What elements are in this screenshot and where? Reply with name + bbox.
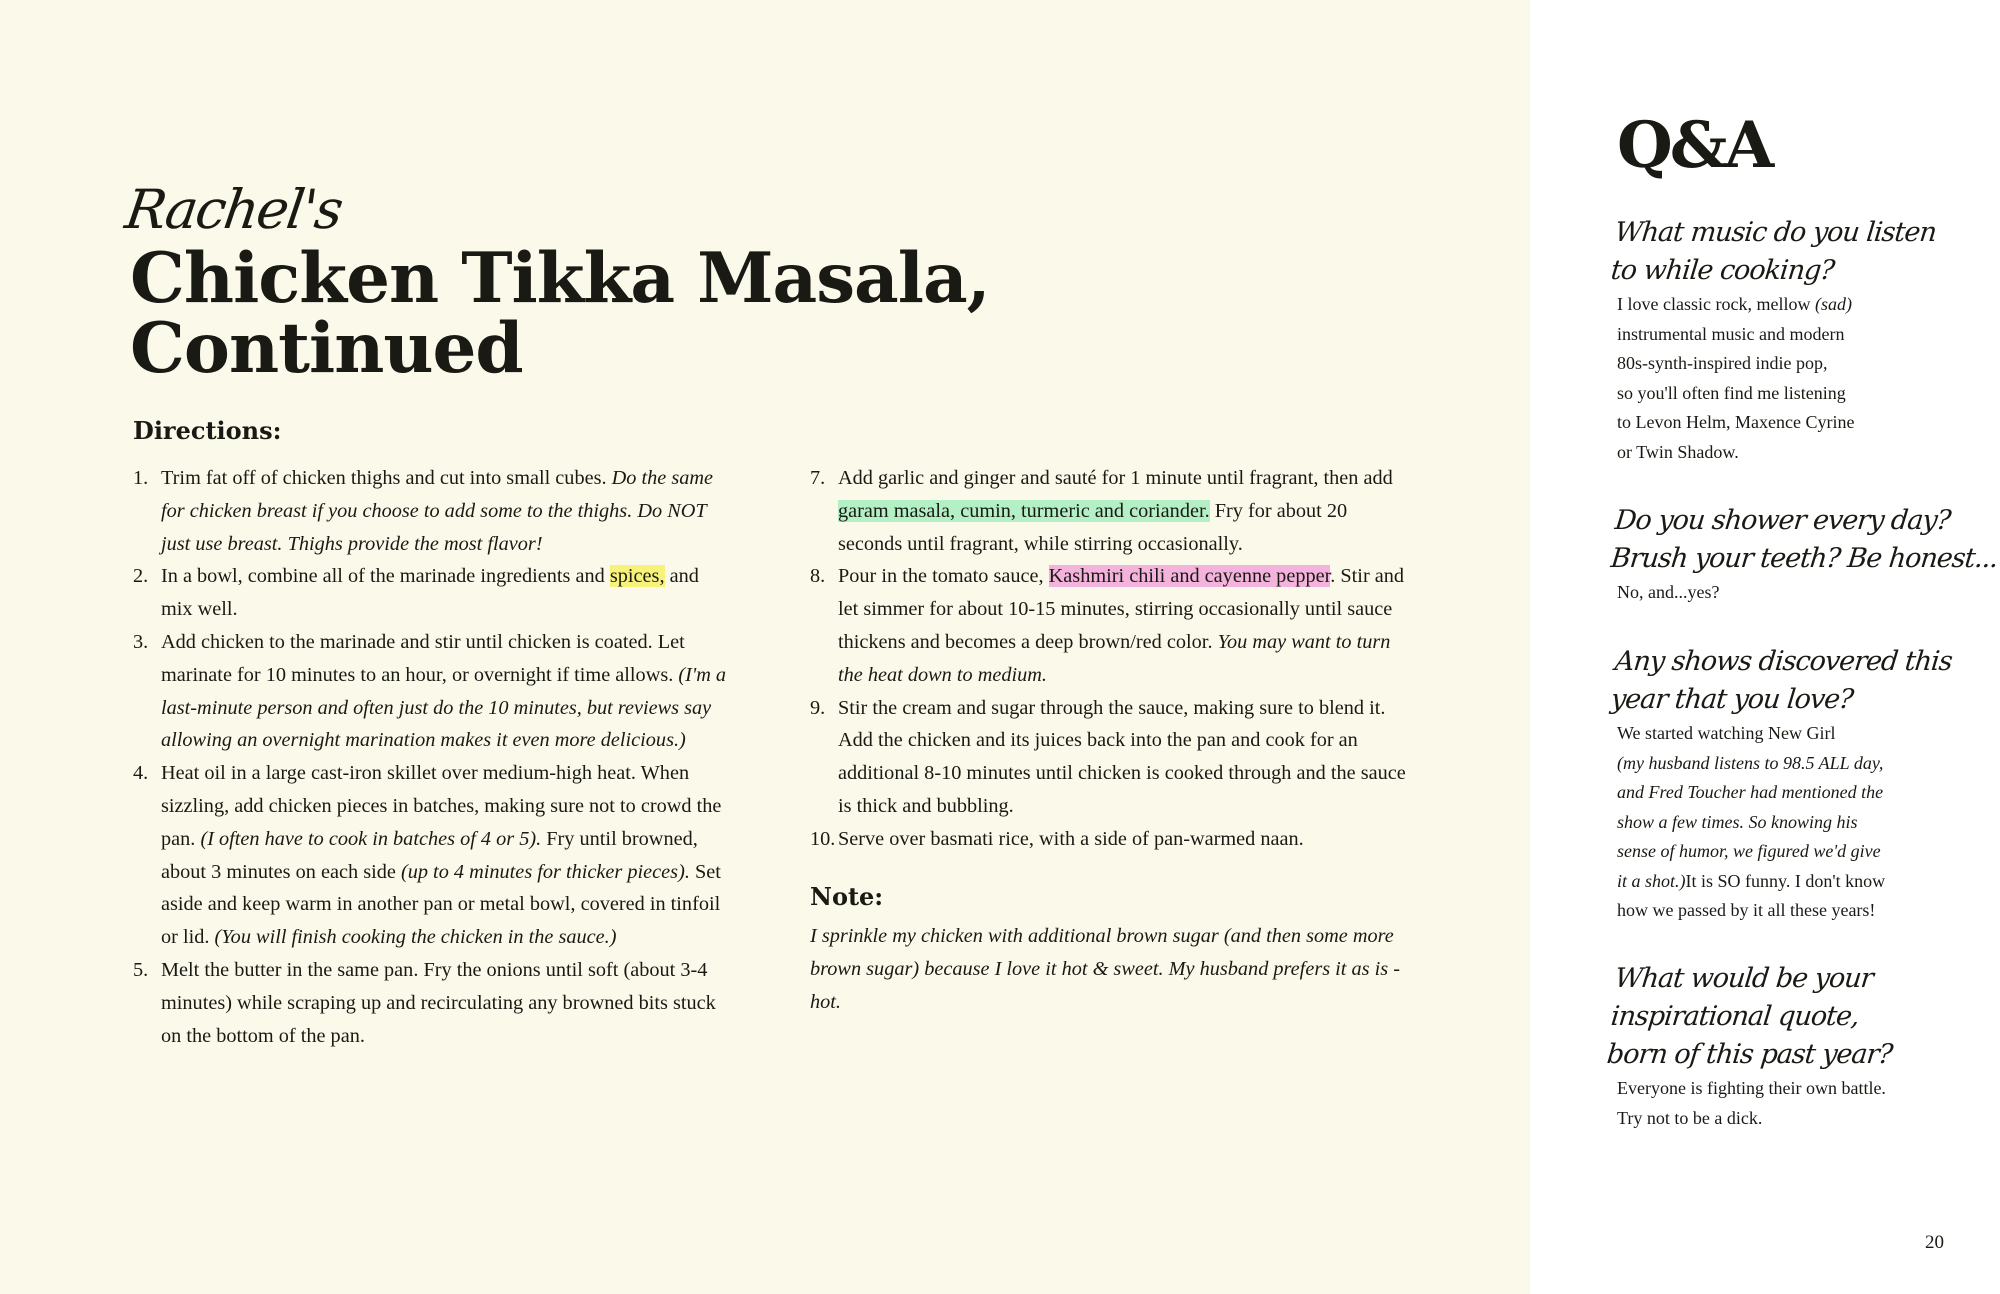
highlight-spices: spices, <box>609 565 665 588</box>
step-number: 1. <box>133 467 149 489</box>
step-aside: (You will finish cooking the chicken in the sauce.) <box>214 926 617 949</box>
qa-question-line: to while cooking? <box>1609 255 1836 286</box>
qa-answer-line: Try not to be a dick. <box>1617 1107 1763 1128</box>
qa-answer-line: so you'll often find me listening <box>1617 382 1846 403</box>
qa-question-line: Do you shower every day? <box>1613 505 1952 536</box>
step-number: 3. <box>133 630 149 653</box>
qa-item-4 <box>1605 960 1977 1133</box>
qa-answer-line: 80s-synth-inspired indie pop, <box>1617 353 1828 373</box>
qa-question-line: What would be your <box>1613 963 1875 994</box>
note-heading: Note: <box>810 882 884 911</box>
directions-list-right <box>810 462 1410 856</box>
step-text: Stir the cream and sugar through the sauce, making sure to blend it. Add the chicken and its juices back into the pan and cook for an additional 8-10 minutes until chicken is cooked through and the sauce is thick and bubbling. <box>838 696 1406 817</box>
qa-answer-line: Everyone is fighting their own battle. <box>1617 1078 1886 1098</box>
recipe-author: Rachel's <box>121 178 346 241</box>
step-aside: You may want to turn the heat down to medium. <box>838 630 1391 686</box>
step-5 <box>133 954 733 1052</box>
qa-answer <box>1617 1074 1977 1133</box>
qa-question-line: inspirational quote, <box>1609 1001 1861 1032</box>
step-4 <box>133 757 733 954</box>
qa-question-line: year that you love? <box>1609 684 1855 715</box>
qa-answer-aside: it a shot.) <box>1617 870 1686 891</box>
qa-answer <box>1617 578 1977 608</box>
step-aside: (up to 4 minutes for thicker pieces). <box>400 860 690 883</box>
step-text: Melt the butter in the same pan. Fry the onions until soft (about 3-4 minutes) while scraping up and recirculating any browned bits stuck on the bottom of the pan. <box>161 958 716 1047</box>
step-3 <box>133 626 733 757</box>
qa-answer <box>1617 719 1977 926</box>
step-8 <box>810 560 1410 691</box>
step-text: In a bowl, combine all of the marinade ingredients and <box>161 565 610 588</box>
step-text: Heat oil in a large cast-iron skillet over medium-high heat. When sizzling, add chicken pieces in batches, making sure not to crowd the pan. <box>161 762 722 850</box>
qa-answer <box>1617 290 1977 467</box>
recipe-title-line-1: Chicken Tikka Masala, <box>130 238 990 319</box>
recipe-title-line-2: Continued <box>130 308 523 389</box>
page-number: 20 <box>1925 1232 1944 1253</box>
step-10 <box>810 823 1410 856</box>
step-number: 8. <box>810 565 826 588</box>
step-text: Fry until browned, about 3 minutes on each side <box>161 827 698 883</box>
qa-question-line: Any shows discovered this <box>1613 646 1954 677</box>
qa-question <box>1605 960 1977 1074</box>
step-number: 4. <box>133 762 149 785</box>
recipe-title <box>130 238 990 389</box>
qa-answer-line: We started watching New Girl <box>1617 723 1836 743</box>
qa-answer-line: how we passed by it all these years! <box>1617 900 1876 920</box>
step-number: 9. <box>810 696 826 719</box>
qa-answer-line: show a few times. So knowing his <box>1617 811 1858 832</box>
qa-item-3 <box>1609 643 1977 926</box>
qa-answer-aside: (sad) <box>1814 294 1852 314</box>
highlight-chili: Kashmiri chili and cayenne pepper <box>1048 565 1331 588</box>
step-number: 5. <box>133 958 149 981</box>
qa-answer-line: instrumental music and modern <box>1617 323 1845 344</box>
step-text: Pour in the tomato sauce, <box>838 565 1049 588</box>
step-text: Fry for about 20 seconds until fragrant, while stirring occasionally. <box>838 499 1348 555</box>
step-7 <box>810 462 1410 560</box>
qa-question <box>1609 643 1977 719</box>
qa-item-2 <box>1609 502 2000 608</box>
step-text: Serve over basmati rice, with a side of pan-warmed naan. <box>838 827 1304 850</box>
directions-heading: Directions: <box>133 416 282 445</box>
step-aside: (I often have to cook in batches of 4 or 5). <box>200 827 542 850</box>
qa-answer-line: or Twin Shadow. <box>1617 441 1739 462</box>
qa-question-line: What music do you listen <box>1613 217 1938 248</box>
step-2 <box>133 560 733 626</box>
step-aside: (I'm a last-minute person and often just do the 10 minutes, but reviews say allowing an overnight marination makes it even more delicious.) <box>161 663 727 752</box>
qa-question <box>1609 502 2000 578</box>
qa-answer-line: to Levon Helm, Maxence Cyrine <box>1617 412 1855 432</box>
step-text: Set aside and keep warm in another pan or metal bowl, covered in tinfoil or lid. <box>161 860 721 949</box>
qa-question <box>1609 214 1977 290</box>
step-9 <box>810 692 1410 823</box>
qa-item-1 <box>1609 214 1977 467</box>
qa-question-line: Brush your teeth? Be honest... <box>1609 543 2000 574</box>
step-number: 10. <box>810 827 836 850</box>
qa-answer-line: (my husband listens to 98.5 ALL day, <box>1617 752 1884 773</box>
directions-list-left <box>133 462 733 1052</box>
qa-answer-text: I love classic rock, mellow <box>1617 294 1815 314</box>
step-text: Add garlic and ginger and sauté for 1 minute until fragrant, then add <box>838 467 1393 489</box>
qa-answer-line <box>1617 290 1977 320</box>
qa-answer-line: and Fred Toucher had mentioned the <box>1617 782 1884 802</box>
step-aside: Do the same for chicken breast if you choose to add some to the thighs. Do NOT just use breast. Thighs provide the most flavor! <box>161 467 714 555</box>
highlight-spices-green: garam masala, cumin, turmeric and coriander. <box>838 499 1210 522</box>
step-text: and mix well. <box>161 565 699 621</box>
qa-answer-text: It is SO funny. I don't know <box>1685 870 1886 891</box>
step-text: Trim fat off of chicken thighs and cut into small cubes. <box>161 467 612 489</box>
step-1 <box>133 462 733 560</box>
step-number: 7. <box>810 467 826 489</box>
qa-question-line: born of this past year? <box>1605 1039 1894 1070</box>
note-text: I sprinkle my chicken with additional brown sugar (and then some more brown sugar) because I love it hot & sweet. My husband prefers it as is - hot. <box>810 925 1400 1013</box>
step-text: . Stir and let simmer for about 10-15 minutes, stirring occasionally until sauce thickens and becomes a deep brown/red color. <box>838 565 1405 653</box>
qa-answer-line: No, and...yes? <box>1617 582 1720 602</box>
qa-heading: Q&A <box>1617 108 1772 183</box>
step-number: 2. <box>133 565 149 588</box>
qa-answer-line: sense of humor, we figured we'd give <box>1617 841 1881 861</box>
qa-answer-line <box>1617 867 1977 897</box>
step-text: Add chicken to the marinade and stir until chicken is coated. Let marinate for 10 minutes to an hour, or overnight if time allows. <box>161 630 685 686</box>
